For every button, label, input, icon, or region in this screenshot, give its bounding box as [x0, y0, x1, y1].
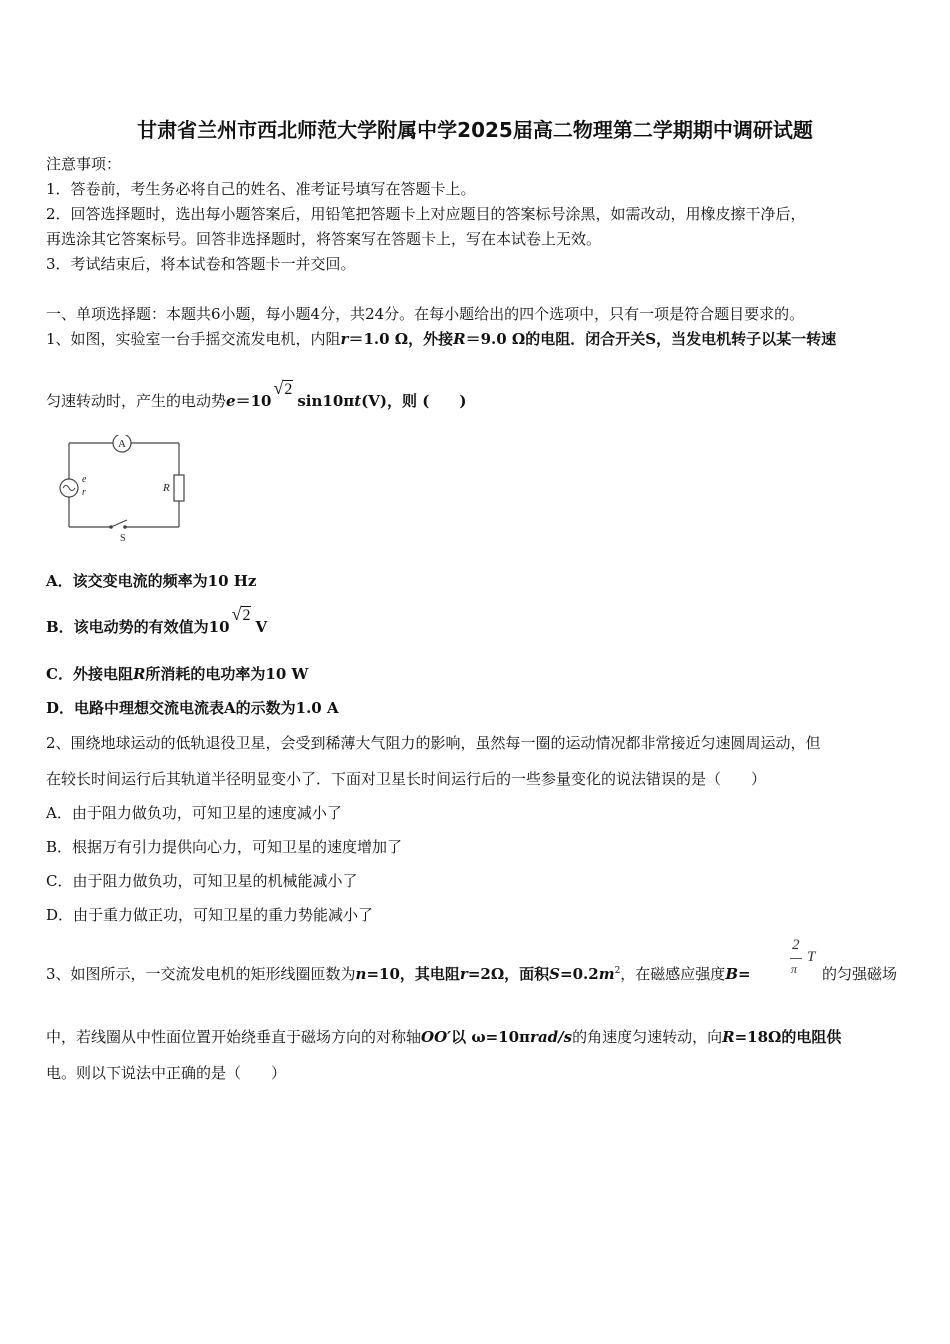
b-field-fraction-numerator: 2: [792, 937, 800, 953]
q2-option-c: C．由于阻力做负功，可知卫星的机械能减小了: [46, 872, 358, 890]
switch-label: S: [120, 533, 126, 544]
q1-stem-line-2: 匀速转动时，产生的电动势e＝10√2sin10πt(V)，则 ( ): [46, 378, 467, 410]
q1-option-b: B．该电动势的有效值为10√2V: [46, 604, 268, 636]
notice-item-1: 1．答卷前，考生务必将自己的姓名、准考证号填写在答题卡上。: [46, 180, 476, 198]
emf-label: e: [82, 474, 87, 485]
section-1-heading: 一、单项选择题：本题共6小题，每小题4分，共24分。在每小题给出的四个选项中，只有一项是符合题目要求的。: [46, 305, 805, 323]
resistor-symbol: [174, 475, 184, 501]
q2-option-b: B．根据万有引力提供向心力，可知卫星的速度增加了: [46, 838, 403, 856]
q2-option-d: D．由于重力做正功，可知卫星的重力势能减小了: [46, 906, 374, 924]
q3-stem-line-1: 3、如图所示，一交流发电机的矩形线圈匝数为n=10，其电阻r=2Ω，面积$S=0.2m^2$，在磁感应强度B=: [46, 965, 751, 983]
b-field-unit: T: [807, 949, 816, 965]
sqrt-expression: √2: [231, 604, 251, 624]
q2-option-a: A．由于阻力做负功，可知卫星的速度减小了: [46, 804, 342, 822]
sqrt-expression: √2: [273, 378, 293, 398]
q2-stem-line-2: 在较长时间运行后其轨道半径明显变小了．下面对卫星长时间运行后的一些参量变化的说法错误的是（ ）: [46, 770, 767, 788]
q2-stem-line-1: 2、围绕地球运动的低轨退役卫星，会受到稀薄大气阻力的影响，虽然每一圈的运动情况都非常接近匀速圆周运动，但: [46, 734, 821, 752]
ammeter-label: A: [118, 438, 126, 450]
notice-item-2-line-2: 再选涂其它答案标号。回答非选择题时，将答案写在答题卡上，写在本试卷上无效。: [46, 230, 602, 248]
fraction-bar: [790, 958, 802, 959]
q1-option-c: C．外接电阻R所消耗的电功率为10 W: [46, 665, 309, 683]
q3-stem-line-3: 电。则以下说法中正确的是（ ）: [46, 1064, 287, 1082]
q1-option-a: A．该交变电流的频率为10 Hz: [46, 572, 257, 590]
page-title: 甘肃省兰州市西北师范大学附属中学2025届高二物理第二学期期中调研试题: [137, 118, 813, 142]
q3-stem-line-2: 中，若线圈从中性面位置开始绕垂直于磁场方向的对称轴OO′以 ω=10πrad/s的角速度匀速转动，向R=18Ω的电阻供: [46, 1028, 842, 1046]
q1-option-d: D．电路中理想交流电流表A的示数为1.0 A: [46, 699, 339, 717]
internal-resistance-label: r: [82, 487, 86, 498]
notice-item-3: 3．考试结束后，将本试卷和答题卡一并交回。: [46, 255, 356, 273]
resistor-label: R: [163, 482, 170, 494]
q3-stem-line-1-end: 的匀强磁场: [822, 965, 898, 983]
q1-circuit-diagram: [55, 435, 190, 545]
q1-stem-line-1: 1、如图，实验室一台手摇交流发电机，内阻r＝1.0 Ω，外接R＝9.0 Ω的电阻．闭合开关S，当发电机转子以某一转速: [46, 330, 837, 348]
b-field-fraction-denominator: π: [791, 962, 798, 976]
notice-heading: 注意事项：: [46, 155, 122, 173]
notice-item-2-line-1: 2．回答选择题时，选出每小题答案后，用铅笔把答题卡上对应题目的答案标号涂黑，如需改动，用橡皮擦干净后，: [46, 205, 806, 223]
